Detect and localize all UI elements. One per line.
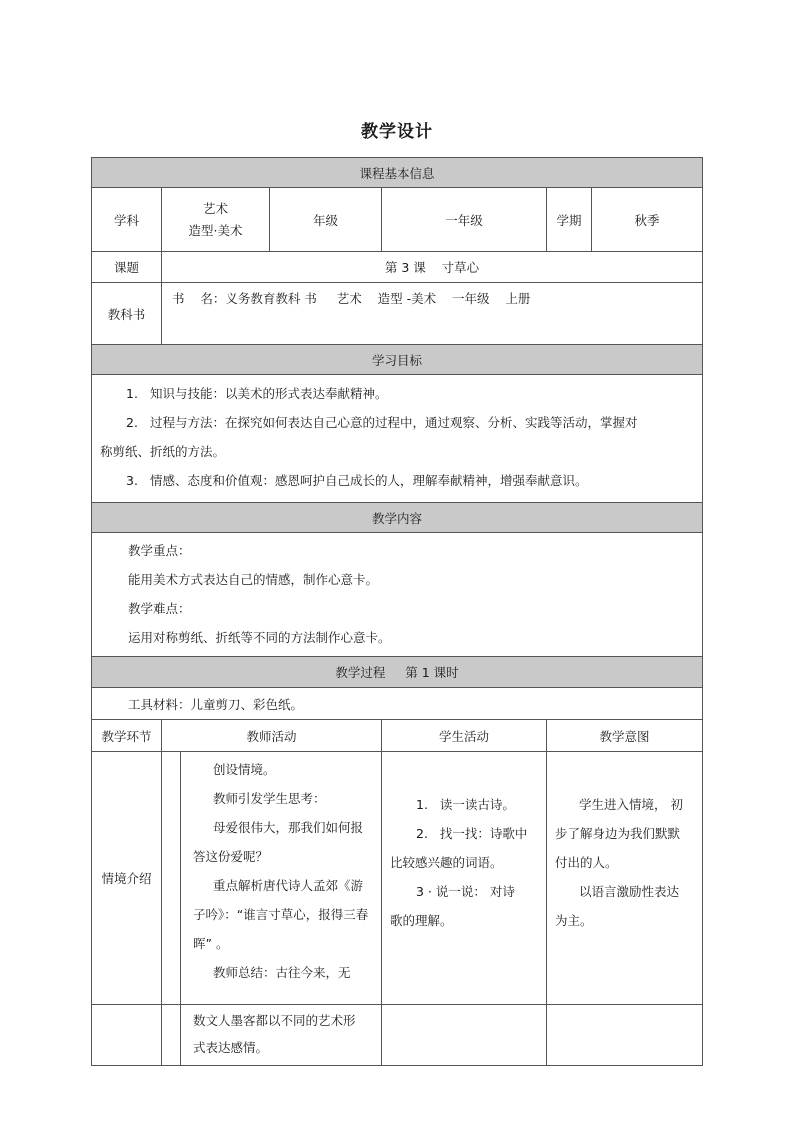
- objective-item: [92, 408, 694, 437]
- grade-label: 年级: [270, 188, 382, 252]
- teacher-activity-text: [180, 752, 381, 1004]
- term-value: 秋季: [592, 188, 703, 252]
- teacher-line: 教师引发学生思考：: [213, 791, 326, 806]
- column-header-student: 学生活动: [382, 720, 547, 752]
- student-line: 比较感兴趣的词语。: [390, 855, 503, 870]
- key-point-text: 能用美术方式表达自己的情感，制作心意卡。: [128, 572, 379, 587]
- grade-value: 一年级: [382, 188, 547, 252]
- key-point-label: 教学重点：: [128, 543, 191, 558]
- teacher-activity-cell: [162, 1005, 382, 1066]
- objective-number: 1.: [126, 386, 138, 401]
- intent-line: 步了解身边为我们默默: [555, 826, 681, 841]
- term-label: 学期: [547, 188, 592, 252]
- topic-value: 第 3 课 寸草心: [162, 252, 703, 283]
- objectives-list: [92, 375, 703, 503]
- stage-cell-empty: [92, 1005, 162, 1066]
- process-header: 教学过程 第 1 课时: [92, 657, 703, 688]
- teacher-line: 重点解析唐代诗人孟郊《游: [213, 878, 364, 893]
- basic-info-header: 课程基本信息: [92, 158, 703, 188]
- teacher-activity-cell: [162, 752, 382, 1005]
- teacher-line: 子吟》：“谁言寸草心，报得三春: [193, 907, 369, 922]
- difficulty-text: 运用对称剪纸、折纸等不同的方法制作心意卡。: [128, 630, 391, 645]
- column-header-intent: 教学意图: [547, 720, 703, 752]
- content-body: [92, 533, 703, 657]
- teacher-line: 母爱很伟大，那我们如何报: [213, 820, 364, 835]
- page-title: 教学设计: [361, 122, 433, 142]
- objective-text: 知识与技能：以美术的形式表达奉献精神。: [150, 386, 388, 401]
- teacher-activity-text: [180, 1005, 381, 1065]
- objective-item: [92, 466, 694, 495]
- intent-line: 付出的人。: [555, 855, 618, 870]
- teaching-intent-cell-empty: [547, 1005, 703, 1066]
- column-header-teacher: 教师活动: [162, 720, 382, 752]
- tools-materials: 工具材料：儿童剪刀、彩色纸。: [92, 688, 703, 720]
- student-line: 2. 找一找：诗歌中: [416, 826, 528, 841]
- column-header-stage: 教学环节: [92, 720, 162, 752]
- lesson-plan-table: [91, 157, 703, 1066]
- textbook-value: 书 名：义务教育教科 书 艺术 造型 -美术 一年级 上册: [162, 283, 703, 345]
- objectives-header: 学习目标: [92, 345, 703, 375]
- intent-line: 为主。: [555, 913, 593, 928]
- stage-cell: 情境介绍: [92, 752, 162, 1005]
- objective-text: 过程与方法：在探究如何表达自己心意的过程中，通过观察、分析、实践等活动，掌握对: [150, 415, 638, 430]
- teaching-intent-cell: [547, 752, 703, 1005]
- teacher-line: 答这份爱呢？: [193, 849, 269, 864]
- intent-line: 学生进入情境， 初: [579, 797, 683, 812]
- subject-value-line-2: 造型·美术: [188, 222, 243, 238]
- teacher-line: 教师总结：古往今来，无: [213, 965, 351, 980]
- teacher-line: 创设情境。: [213, 762, 276, 777]
- difficulty-label: 教学难点：: [128, 601, 191, 616]
- topic-label: 课题: [92, 252, 162, 283]
- subject-value: [162, 188, 270, 252]
- student-activity-cell: [382, 752, 547, 1005]
- intent-line: 以语言激励性表达: [579, 884, 680, 899]
- student-line: 3 · 说一说： 对诗: [416, 884, 515, 899]
- objective-text-continued: 称剪纸、折纸的方法。: [100, 444, 226, 459]
- subject-label: 学科: [92, 188, 162, 252]
- objective-item: [92, 379, 694, 408]
- student-line: 歌的理解。: [390, 913, 453, 928]
- student-activity-cell-empty: [382, 1005, 547, 1066]
- student-line: 1. 读一读古诗。: [416, 797, 515, 812]
- teacher-line: 数文人墨客都以不同的艺术形: [193, 1013, 356, 1028]
- teacher-line: 式表达感情。: [193, 1040, 269, 1055]
- objective-number: 2.: [126, 415, 138, 430]
- objective-text: 情感、态度和价值观：感恩呵护自己成长的人，理解奉献精神，增强奉献意识。: [150, 473, 588, 488]
- objective-number: 3.: [126, 473, 138, 488]
- subject-value-line-1: 艺术: [202, 200, 228, 216]
- textbook-label: 教科书: [92, 283, 162, 345]
- teacher-line: 晖” 。: [193, 936, 229, 951]
- content-header: 教学内容: [92, 503, 703, 533]
